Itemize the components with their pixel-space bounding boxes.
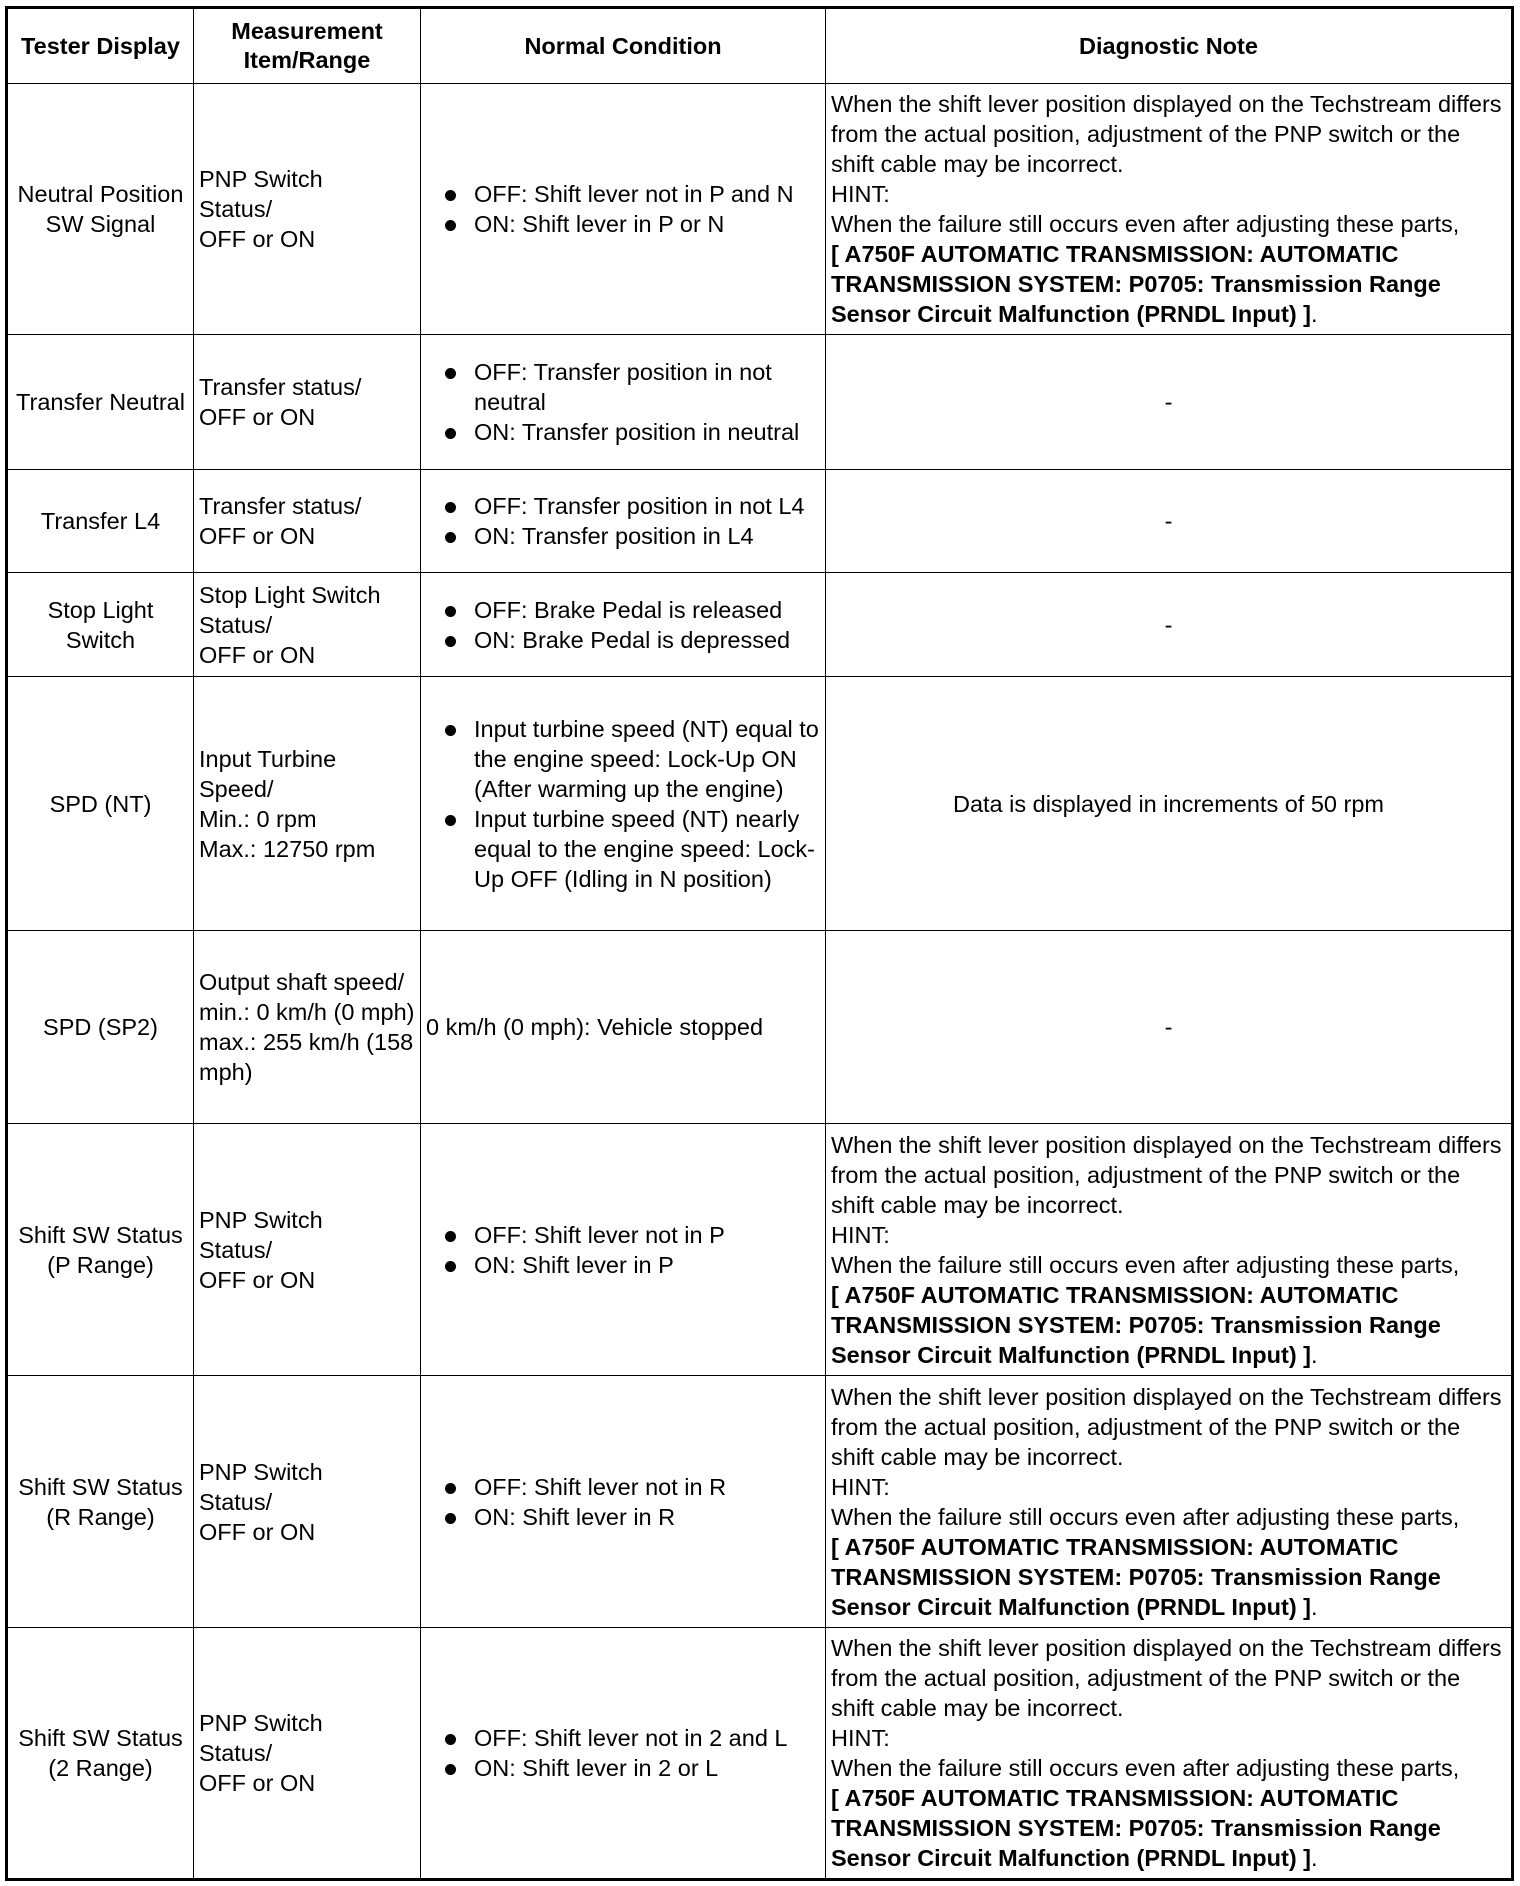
header-tester-display: Tester Display [7, 8, 194, 84]
condition-bullet: Input turbine speed (NT) nearly equal to the engine speed: Lock-Up OFF (Idling in N position) [426, 804, 820, 894]
diagnostic-note-cell: - [826, 470, 1513, 573]
table-row [7, 931, 1513, 1124]
measurement-line: Max.: 12750 rpm [199, 835, 376, 862]
measurement-line: OFF or ON [199, 404, 316, 430]
measurement-line: OFF or ON [199, 226, 316, 252]
measurement-cell [194, 84, 421, 335]
reference-link[interactable]: [ A750F AUTOMATIC TRANSMISSION: AUTOMATIC TRANSMISSION SYSTEM: P0705: Transmission Range Sensor Circuit Malfunction (PRNDL Input) ] [831, 1785, 1441, 1871]
normal-condition-cell [421, 1376, 826, 1628]
measurement-cell [194, 1376, 421, 1628]
normal-condition-cell [421, 335, 826, 470]
diagnostic-note-cell [826, 1628, 1513, 1880]
measurement-line: Stop Light Switch [199, 581, 381, 608]
header-measurement: Measurement Item/Range [194, 8, 421, 84]
note-hint-text: When the failure still occurs even after adjusting these parts, [831, 211, 1460, 237]
condition-bullet: OFF: Shift lever not in P and N [426, 179, 820, 209]
condition-bullet: OFF: Shift lever not in P [426, 1220, 820, 1250]
condition-bullet: ON: Shift lever in P or N [426, 209, 820, 239]
measurement-line: max.: 255 km/h (158 mph) [199, 1029, 414, 1085]
diagnostic-note-cell [826, 84, 1513, 335]
note-hint-label: HINT: [831, 1725, 890, 1751]
note-hint-label: HINT: [831, 1473, 890, 1500]
note-hint-label: HINT: [831, 181, 890, 207]
condition-bullet: OFF: Shift lever not in 2 and L [426, 1723, 820, 1753]
normal-condition-cell: 0 km/h (0 mph): Vehicle stopped [421, 931, 826, 1124]
spec-document [5, 6, 1511, 1881]
measurement-line: Status/ [199, 1488, 273, 1515]
normal-condition-cell [421, 573, 826, 677]
condition-bullet: ON: Shift lever in R [426, 1502, 820, 1532]
note-text: When the shift lever position displayed on the Techstream differs from the actual position, adjustment of the PNP switch or the shift cable may be incorrect. [831, 1383, 1502, 1470]
note-period: . [1311, 1593, 1318, 1620]
measurement-line: Transfer status/ [199, 493, 362, 519]
table-row [7, 677, 1513, 931]
table-row [7, 1124, 1513, 1376]
condition-bullet: ON: Shift lever in 2 or L [426, 1753, 820, 1783]
measurement-line: OFF or ON [199, 1770, 316, 1796]
normal-condition-cell [421, 1124, 826, 1376]
tester-display-cell: Transfer Neutral [7, 335, 194, 470]
data-list-table [5, 6, 1514, 1881]
measurement-line: OFF or ON [199, 1518, 316, 1545]
tester-display-cell: Shift SW Status (P Range) [7, 1124, 194, 1376]
measurement-line: Status/ [199, 1740, 273, 1766]
table-row [7, 470, 1513, 573]
reference-link[interactable]: [ A750F AUTOMATIC TRANSMISSION: AUTOMATIC TRANSMISSION SYSTEM: P0705: Transmission Range Sensor Circuit Malfunction (PRNDL Input) ] [831, 241, 1441, 327]
diagnostic-note-cell: Data is displayed in increments of 50 rpm [826, 677, 1513, 931]
condition-bullet: ON: Brake Pedal is depressed [426, 625, 820, 655]
measurement-cell [194, 573, 421, 677]
measurement-line: Input Turbine [199, 745, 337, 772]
note-hint-label: HINT: [831, 1221, 890, 1248]
measurement-line: Status/ [199, 196, 273, 222]
table-row [7, 1376, 1513, 1628]
diagnostic-note-cell [826, 1376, 1513, 1628]
measurement-line: OFF or ON [199, 1266, 316, 1293]
note-hint-text: When the failure still occurs even after adjusting these parts, [831, 1755, 1460, 1781]
note-text: When the shift lever position displayed on the Techstream differs from the actual position, adjustment of the PNP switch or the shift cable may be incorrect. [831, 1131, 1502, 1218]
measurement-line: Status/ [199, 1236, 273, 1263]
measurement-line: min.: 0 km/h (0 mph) [199, 999, 415, 1025]
note-text: When the shift lever position displayed on the Techstream differs from the actual position, adjustment of the PNP switch or the shift cable may be incorrect. [831, 91, 1502, 177]
normal-condition-cell [421, 470, 826, 573]
measurement-line: PNP Switch [199, 1458, 323, 1485]
header-normal-condition: Normal Condition [421, 8, 826, 84]
measurement-cell [194, 677, 421, 931]
note-period: . [1311, 301, 1318, 327]
header-diagnostic-note: Diagnostic Note [826, 8, 1513, 84]
note-period: . [1311, 1341, 1318, 1368]
measurement-line: Status/ [199, 611, 273, 638]
measurement-line: PNP Switch [199, 166, 323, 192]
tester-display-cell: Transfer L4 [7, 470, 194, 573]
measurement-cell [194, 470, 421, 573]
tester-display-cell: Neutral Position SW Signal [7, 84, 194, 335]
measurement-cell [194, 1124, 421, 1376]
reference-link[interactable]: [ A750F AUTOMATIC TRANSMISSION: AUTOMATIC TRANSMISSION SYSTEM: P0705: Transmission Range Sensor Circuit Malfunction (PRNDL Input) ] [831, 1281, 1441, 1368]
measurement-line: Speed/ [199, 775, 274, 802]
measurement-line: Min.: 0 rpm [199, 805, 317, 832]
tester-display-cell: SPD (NT) [7, 677, 194, 931]
condition-bullet: OFF: Transfer position in not neutral [426, 357, 820, 417]
condition-bullet: OFF: Brake Pedal is released [426, 595, 820, 625]
measurement-line: Output shaft speed/ [199, 969, 405, 995]
tester-display-cell: Stop Light Switch [7, 573, 194, 677]
condition-bullet: Input turbine speed (NT) equal to the engine speed: Lock-Up ON (After warming up the engine) [426, 714, 820, 804]
normal-condition-cell [421, 677, 826, 931]
diagnostic-note-cell: - [826, 573, 1513, 677]
measurement-line: Transfer status/ [199, 374, 362, 400]
condition-bullet: OFF: Shift lever not in R [426, 1472, 820, 1502]
tester-display-cell: Shift SW Status (R Range) [7, 1376, 194, 1628]
condition-bullet: OFF: Transfer position in not L4 [426, 491, 820, 521]
diagnostic-note-cell [826, 1124, 1513, 1376]
condition-bullet: ON: Transfer position in L4 [426, 521, 820, 551]
note-text: When the shift lever position displayed on the Techstream differs from the actual position, adjustment of the PNP switch or the shift cable may be incorrect. [831, 1635, 1502, 1721]
table-row [7, 1628, 1513, 1880]
table-header-row [7, 8, 1513, 84]
measurement-line: OFF or ON [199, 523, 316, 549]
measurement-cell [194, 1628, 421, 1880]
table-row [7, 573, 1513, 677]
table-row [7, 84, 1513, 335]
measurement-cell [194, 931, 421, 1124]
condition-bullet: ON: Transfer position in neutral [426, 417, 820, 447]
measurement-line: PNP Switch [199, 1710, 323, 1736]
note-period: . [1311, 1845, 1318, 1871]
note-hint-text: When the failure still occurs even after adjusting these parts, [831, 1503, 1460, 1530]
measurement-cell [194, 335, 421, 470]
note-hint-text: When the failure still occurs even after adjusting these parts, [831, 1251, 1460, 1278]
tester-display-cell: SPD (SP2) [7, 931, 194, 1124]
measurement-line: OFF or ON [199, 641, 316, 668]
diagnostic-note-cell: - [826, 931, 1513, 1124]
diagnostic-note-cell: - [826, 335, 1513, 470]
measurement-line: PNP Switch [199, 1206, 323, 1233]
reference-link[interactable]: [ A750F AUTOMATIC TRANSMISSION: AUTOMATIC TRANSMISSION SYSTEM: P0705: Transmission Range Sensor Circuit Malfunction (PRNDL Input) ] [831, 1533, 1441, 1620]
condition-bullet: ON: Shift lever in P [426, 1250, 820, 1280]
normal-condition-cell [421, 84, 826, 335]
tester-display-cell: Shift SW Status (2 Range) [7, 1628, 194, 1880]
table-row [7, 335, 1513, 470]
normal-condition-cell [421, 1628, 826, 1880]
